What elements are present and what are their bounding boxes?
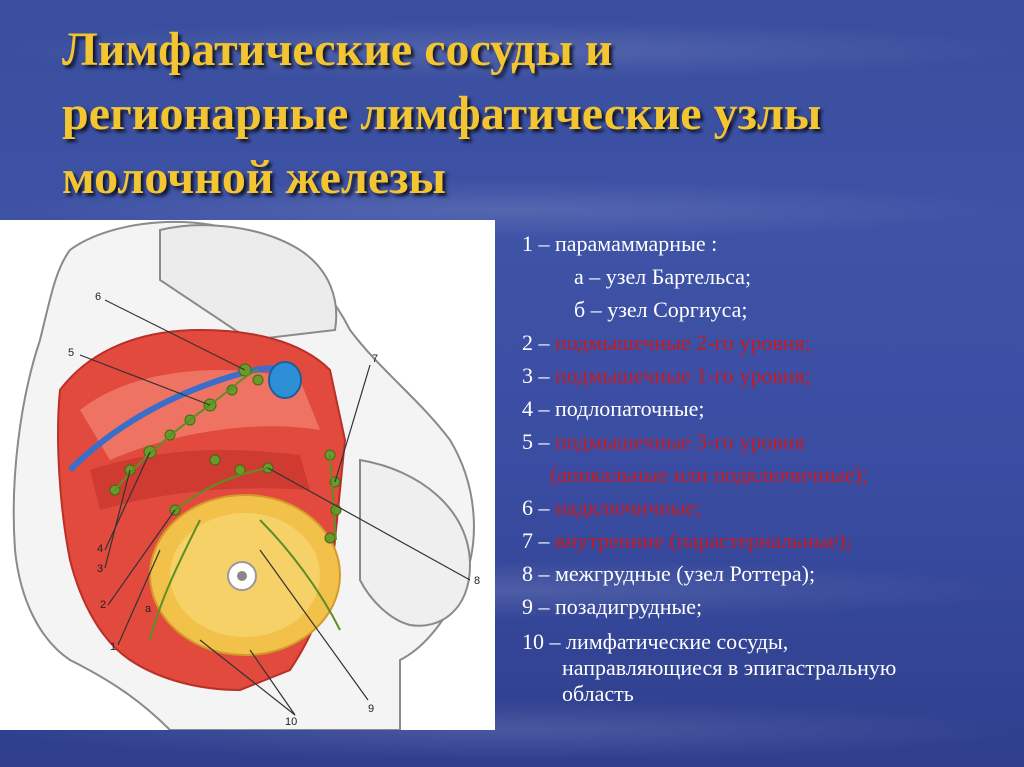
legend-highlight: надключичные; [555, 495, 702, 520]
legend-number: 2 – [522, 330, 555, 355]
legend-number: 6 – [522, 495, 555, 520]
legend-item-2 [522, 326, 1017, 359]
figure-label: 3 [97, 563, 104, 575]
subclavian-vessel [269, 362, 301, 398]
legend-highlight: подмышечные 3-го уровня [555, 429, 805, 454]
nipple-center [237, 571, 247, 581]
legend-number: 7 – [522, 528, 555, 553]
legend-item-7 [522, 524, 1017, 557]
legend [522, 227, 1017, 707]
figure-label: 10 [285, 716, 298, 728]
breast-lymphatics-illustration [0, 220, 495, 730]
legend-item-6 [522, 491, 1017, 524]
legend-item-9: 9 – позадигрудные; [522, 594, 703, 619]
legend-number: 3 – [522, 363, 555, 388]
legend-item-5 [522, 425, 1017, 458]
figure-label: 8 [474, 575, 481, 587]
title-line-1: Лимфатические сосуды и [62, 23, 613, 76]
figure-label: а [145, 603, 152, 615]
legend-item-3 [522, 359, 1017, 392]
slide-title [62, 18, 1002, 210]
figure-label: 6 [95, 291, 102, 303]
anatomy-figure [0, 220, 495, 730]
legend-item-1a: а – узел Бартельса; [574, 264, 752, 289]
legend-item-1: 1 – парамаммарные : [522, 231, 718, 256]
figure-label: 9 [368, 703, 375, 715]
legend-item-5-cont: (апикальные или подключичные); [550, 462, 868, 487]
legend-item-10: 10 – лимфатические сосуды, [522, 629, 789, 654]
figure-label: 2 [100, 599, 107, 611]
figure-label: 7 [372, 353, 379, 365]
title-line-3: молочной железы [62, 151, 446, 204]
legend-highlight: внутренние (парастернальные); [555, 528, 852, 553]
figure-label: 5 [68, 347, 75, 359]
figure-label: 1 [110, 641, 117, 653]
legend-item-10-line3: область [562, 681, 634, 706]
title-line-2: регионарные лимфатические узлы [62, 87, 822, 140]
legend-item-10-line2: направляющиеся в эпигастральную [562, 655, 897, 680]
legend-number: 5 – [522, 429, 555, 454]
legend-highlight: подмышечные 2-го уровня; [555, 330, 811, 355]
legend-item-4: 4 – подлопаточные; [522, 396, 705, 421]
legend-item-1b: б – узел Соргиуса; [574, 297, 748, 322]
legend-item-8: 8 – межгрудные (узел Роттера); [522, 561, 816, 586]
figure-label: 4 [97, 543, 104, 555]
legend-highlight: подмышечные 1-го уровня; [555, 363, 811, 388]
